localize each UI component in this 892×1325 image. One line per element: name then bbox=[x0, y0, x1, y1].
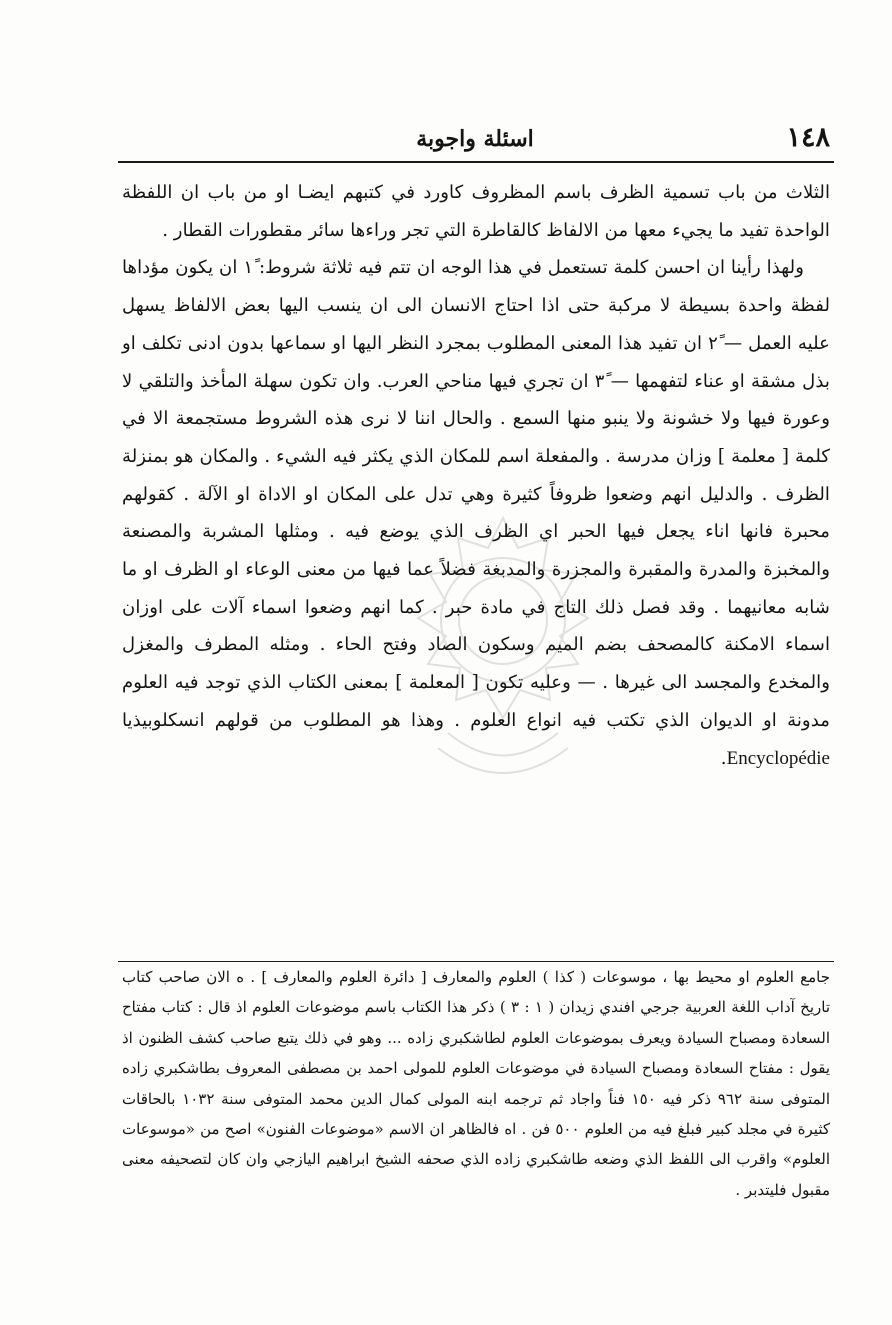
main-text bbox=[122, 174, 830, 777]
footnote-text: جامع العلوم او محيط بها ، موسوعات ( كذا ) العلوم والمعارف [ دائرة العلوم والمعارف ] . ه الان صاحب كتاب تاريخ آداب اللغة العربية جرجي افندي زيدان ( ١ : ٣ ) ذكر هذا الكتاب باسم موضوعات العلوم اذ قال : كتاب مفتاح السعادة ومصباح السيادة ويعرف بموضوعات العلوم لطاشكبري زاده ... وهو في ذلك يتبع صاحب كشف الظنون اذ يقول : مفتاح السعادة ومصباح السيادة في موضوعات العلوم للمولى احمد بن مصطفى المعروف بطاشكبري زاده المتوفى سنة ٩٦٢ ذكر فيه ١٥٠ فناً واجاد ثم ترجمه ابنه المولى كمال الدين محمد المتوفى سنة ١٠٣٢ بالحاقات كثيرة في مجلد كبير فبلغ فيه من العلوم ٥٠٠ فن . اه فالظاهر ان الاسم «موضوعات الفنون» اصح من «موسوعات العلوم» واقرب الى اللفظ الذي وضعه طاشكبري زاده الذي صحفه الشيخ ابراهيم اليازجي وان كان لتصحيفه معنى مقبول فليتدبر . bbox=[122, 968, 831, 1199]
running-title: اسئلة واجوبة bbox=[416, 126, 534, 152]
end-mark: . bbox=[720, 747, 727, 769]
latin-term: Encyclopédie bbox=[726, 747, 830, 769]
page-header bbox=[120, 118, 830, 164]
footnote bbox=[122, 962, 830, 1205]
paragraph-main-text: ولهذا رأينا ان احسن كلمة تستعمل في هذا الوجه ان تتم فيه ثلاثة شروط: ١ً ان يكون مؤداها لفظة واحدة بسيطة لا مركبة حتى اذا احتاج الانسان الى ان ينسب اليها بعض الالفاظ يسهل عليه العمل — ٢ً ان تفيد هذا المعنى المطلوب بمجرد النظر اليها او سماعها بدون ادنى تكلف او بذل مشقة او عناء لتفهمها — ٣ً ان تجري فيها مناحي العرب. وان تكون سهلة المأخذ والتلقي لا وعورة فيها ولا خشونة ولا ينبو منها السمع . والحال اننا لا نرى هذه الشروط مستجمعة الا في كلمة [ معلمة ] وزان مدرسة . والمفعلة اسم للمكان الذي يكثر فيه الشيء . والمكان هو بمنزلة الظرف . والدليل انهم وضعوا ظروفاً كثيرة وهي تدل على المكان او الاداة او الآلة . كقولهم محبرة فانها اناء يجعل فيها الحبر اي الظرف الذي يوضع فيه . ومثلها المشربة والمصنعة والمخبزة والمدرة والمقبرة والمجزرة والمدبغة فضلاً عما فيها من معنى الوعاء او الظرف او ما شابه معانيهما . وقد فصل ذلك التاج في مادة حبر . كما انهم وضعوا اسماء آلات على اوزان اسماء الامكنة كالمصحف بضم الميم وسكون الصاد وفتح الحاء . ومثله المطرف والمغزل والمخدع والمجسد الى غيرها . — وعليه تكون [ المعلمة ] بمعنى الكتاب الذي توجد فيه العلوم مدونة او الديوان الذي تكتب فيه انواع العلوم . وهذا هو المطلوب من قولهم انسكلوبيذيا bbox=[122, 257, 830, 731]
page-number: ١٤٨ bbox=[786, 122, 830, 153]
paragraph-main bbox=[122, 249, 830, 777]
header-rule bbox=[118, 161, 834, 163]
paragraph-continuation: الثلاث من باب تسمية الظرف باسم المظروف كاورد في كتبهم ايضـا او من باب ان اللفظة الواحدة تفيد ما يجيء معها من الالفاظ كالقاطرة التي تجر وراءها سائر مقطورات القطار . bbox=[122, 182, 830, 241]
